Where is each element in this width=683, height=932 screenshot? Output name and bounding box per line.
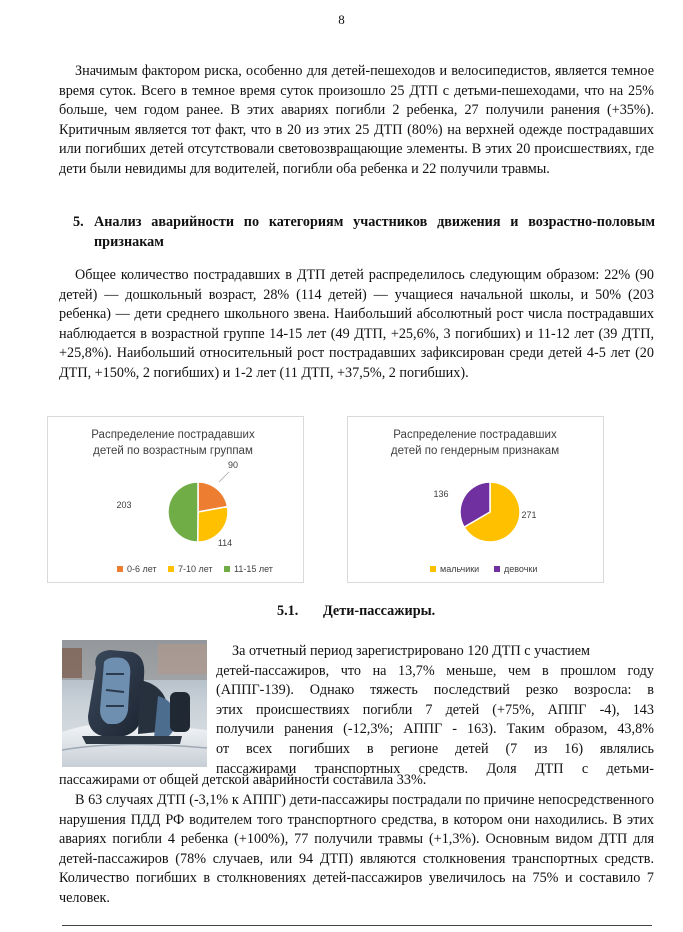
paragraph-line: За отчетный период зарегистрировано 120 ДТП с участием	[232, 643, 590, 659]
chart-title-line: Распределение пострадавших	[393, 429, 557, 441]
page-bottom-rule	[62, 925, 652, 926]
paragraph-passengers-causes: В 63 случаях ДТП (-3,1% к АППГ) дети-пассажиры пострадали по причине непосредственного нарушения ПДД РФ водителем того транспортного средства, в котором они находились. В этих авариях погибли 4 ребенка (+100%), 77 получили травмы (+1,3%). Основным видом ДТП для детей-пассажиров (78% случаев, или 94 ДТП) являются столкновения транспортных средств. Количество погибших в столкновениях детей-пассажиров увеличилось на 75% и составило 7 человек.	[59, 792, 654, 906]
paragraph-line: этих происшествиях погибли 7 детей (+75%, АППГ -4), 143	[216, 701, 654, 718]
legend	[117, 564, 273, 574]
age-pie-svg	[48, 417, 303, 582]
chart-title-line: детей по гендерным признакам	[390, 445, 560, 457]
paragraph-dark-time: Значимым фактором риска, особенно для детей-пешеходов и велосипедистов, является темное время суток. Всего в темное время суток произошло 25 ДТП с детьми-пешеходами, что на 25% больше, чем годом ранее. В этих авариях погибли 2 ребенка, 27 получили ранения (+35%). Критичным является тот факт, что в 20 из этих 25 ДТП (80%) на верхней одежде пострадавших или погибших детей отсутствовали световозвращающие элементы. В этих 20 происшествиях, где дети были невидимы для водителей, погибли оба ребенка и 22 получили травмы.	[59, 63, 654, 177]
data-label-girls: 136	[433, 489, 449, 499]
paragraph-line: пассажирами транспортных средств. Доля ДТП с детьми-	[216, 760, 654, 777]
pie-slice-age-1	[198, 507, 228, 542]
legend-swatch-7-10	[168, 566, 174, 572]
gender-pie-svg	[348, 417, 603, 582]
page-number: 8	[338, 12, 345, 27]
data-label-7-10: 114	[217, 538, 233, 548]
legend-swatch-boys	[430, 566, 436, 572]
paragraph-line: получили ранения (-12,3%; АППГ - 163). Таким образом, 43,8%	[216, 721, 654, 738]
paragraph-line: детей-пассажиров, что на 13,7% меньше, чем в прошлом году	[216, 662, 654, 679]
chart-title-line: Распределение пострадавших	[91, 429, 255, 441]
paragraph-line: от всех погибших в регионе детей (7 из 16) являлись	[216, 741, 654, 757]
paragraph-age-distribution: Общее количество пострадавших в ДТП детей распределилось следующим образом: 22% (90 детей) — дошкольный возраст, 28% (114 детей) — учащиеся начальной школы, и 50% (203 ребенка) — дети среднего школьного звена. Наибольший абсолютный рост числа пострадавших наблюдается в возрастной группе 14-15 лет (49 ДТП, +25,6%, 3 погибших) и 11-12 лет (39 ДТП, +25,8%). Наибольший относительный рост пострадавших зафиксирован среди детей 4-5 лет (20 ДТП, +150%, 2 погибших) и 1-2 лет (11 ДТП, +37,5%, 2 погибших).	[59, 267, 654, 381]
gender-pie-chart	[347, 416, 604, 583]
data-label-0-6: 90	[227, 460, 239, 470]
section-5-number: 5.	[73, 214, 84, 230]
section-5-title: Анализ аварийности по категориям участников движения и возрастно-половым признакам	[94, 214, 655, 250]
legend	[430, 564, 537, 574]
child-car-seat-photo	[62, 640, 207, 767]
legend-swatch-girls	[494, 566, 500, 572]
section-5-1-number: 5.1.	[277, 603, 299, 619]
chart-title-line: детей по возрастным группам	[93, 445, 253, 457]
section-5-1-title: Дети-пассажиры.	[323, 603, 436, 619]
pie-slice-age-2	[168, 482, 198, 542]
legend-swatch-11-15	[224, 566, 230, 572]
legend-label-11-15: 11-15 лет	[234, 564, 273, 574]
legend-label-0-6: 0-6 лет	[127, 564, 157, 574]
paragraph-line: (АППГ-139). Однако тяжесть последствий резко возросла: в	[216, 682, 654, 699]
data-label-boys: 271	[521, 510, 537, 520]
child-car-seat-image	[62, 640, 207, 767]
age-pie-chart	[47, 416, 304, 583]
legend-swatch-0-6	[117, 566, 123, 572]
data-label-11-15: 203	[116, 500, 132, 510]
legend-label-girls: девочки	[504, 564, 538, 574]
section-5-heading	[73, 213, 655, 252]
legend-label-boys: мальчики	[440, 564, 480, 574]
paragraph-line: пассажирами от общей детской аварийности составила 33%.	[59, 772, 427, 788]
legend-label-7-10: 7-10 лет	[178, 564, 213, 574]
